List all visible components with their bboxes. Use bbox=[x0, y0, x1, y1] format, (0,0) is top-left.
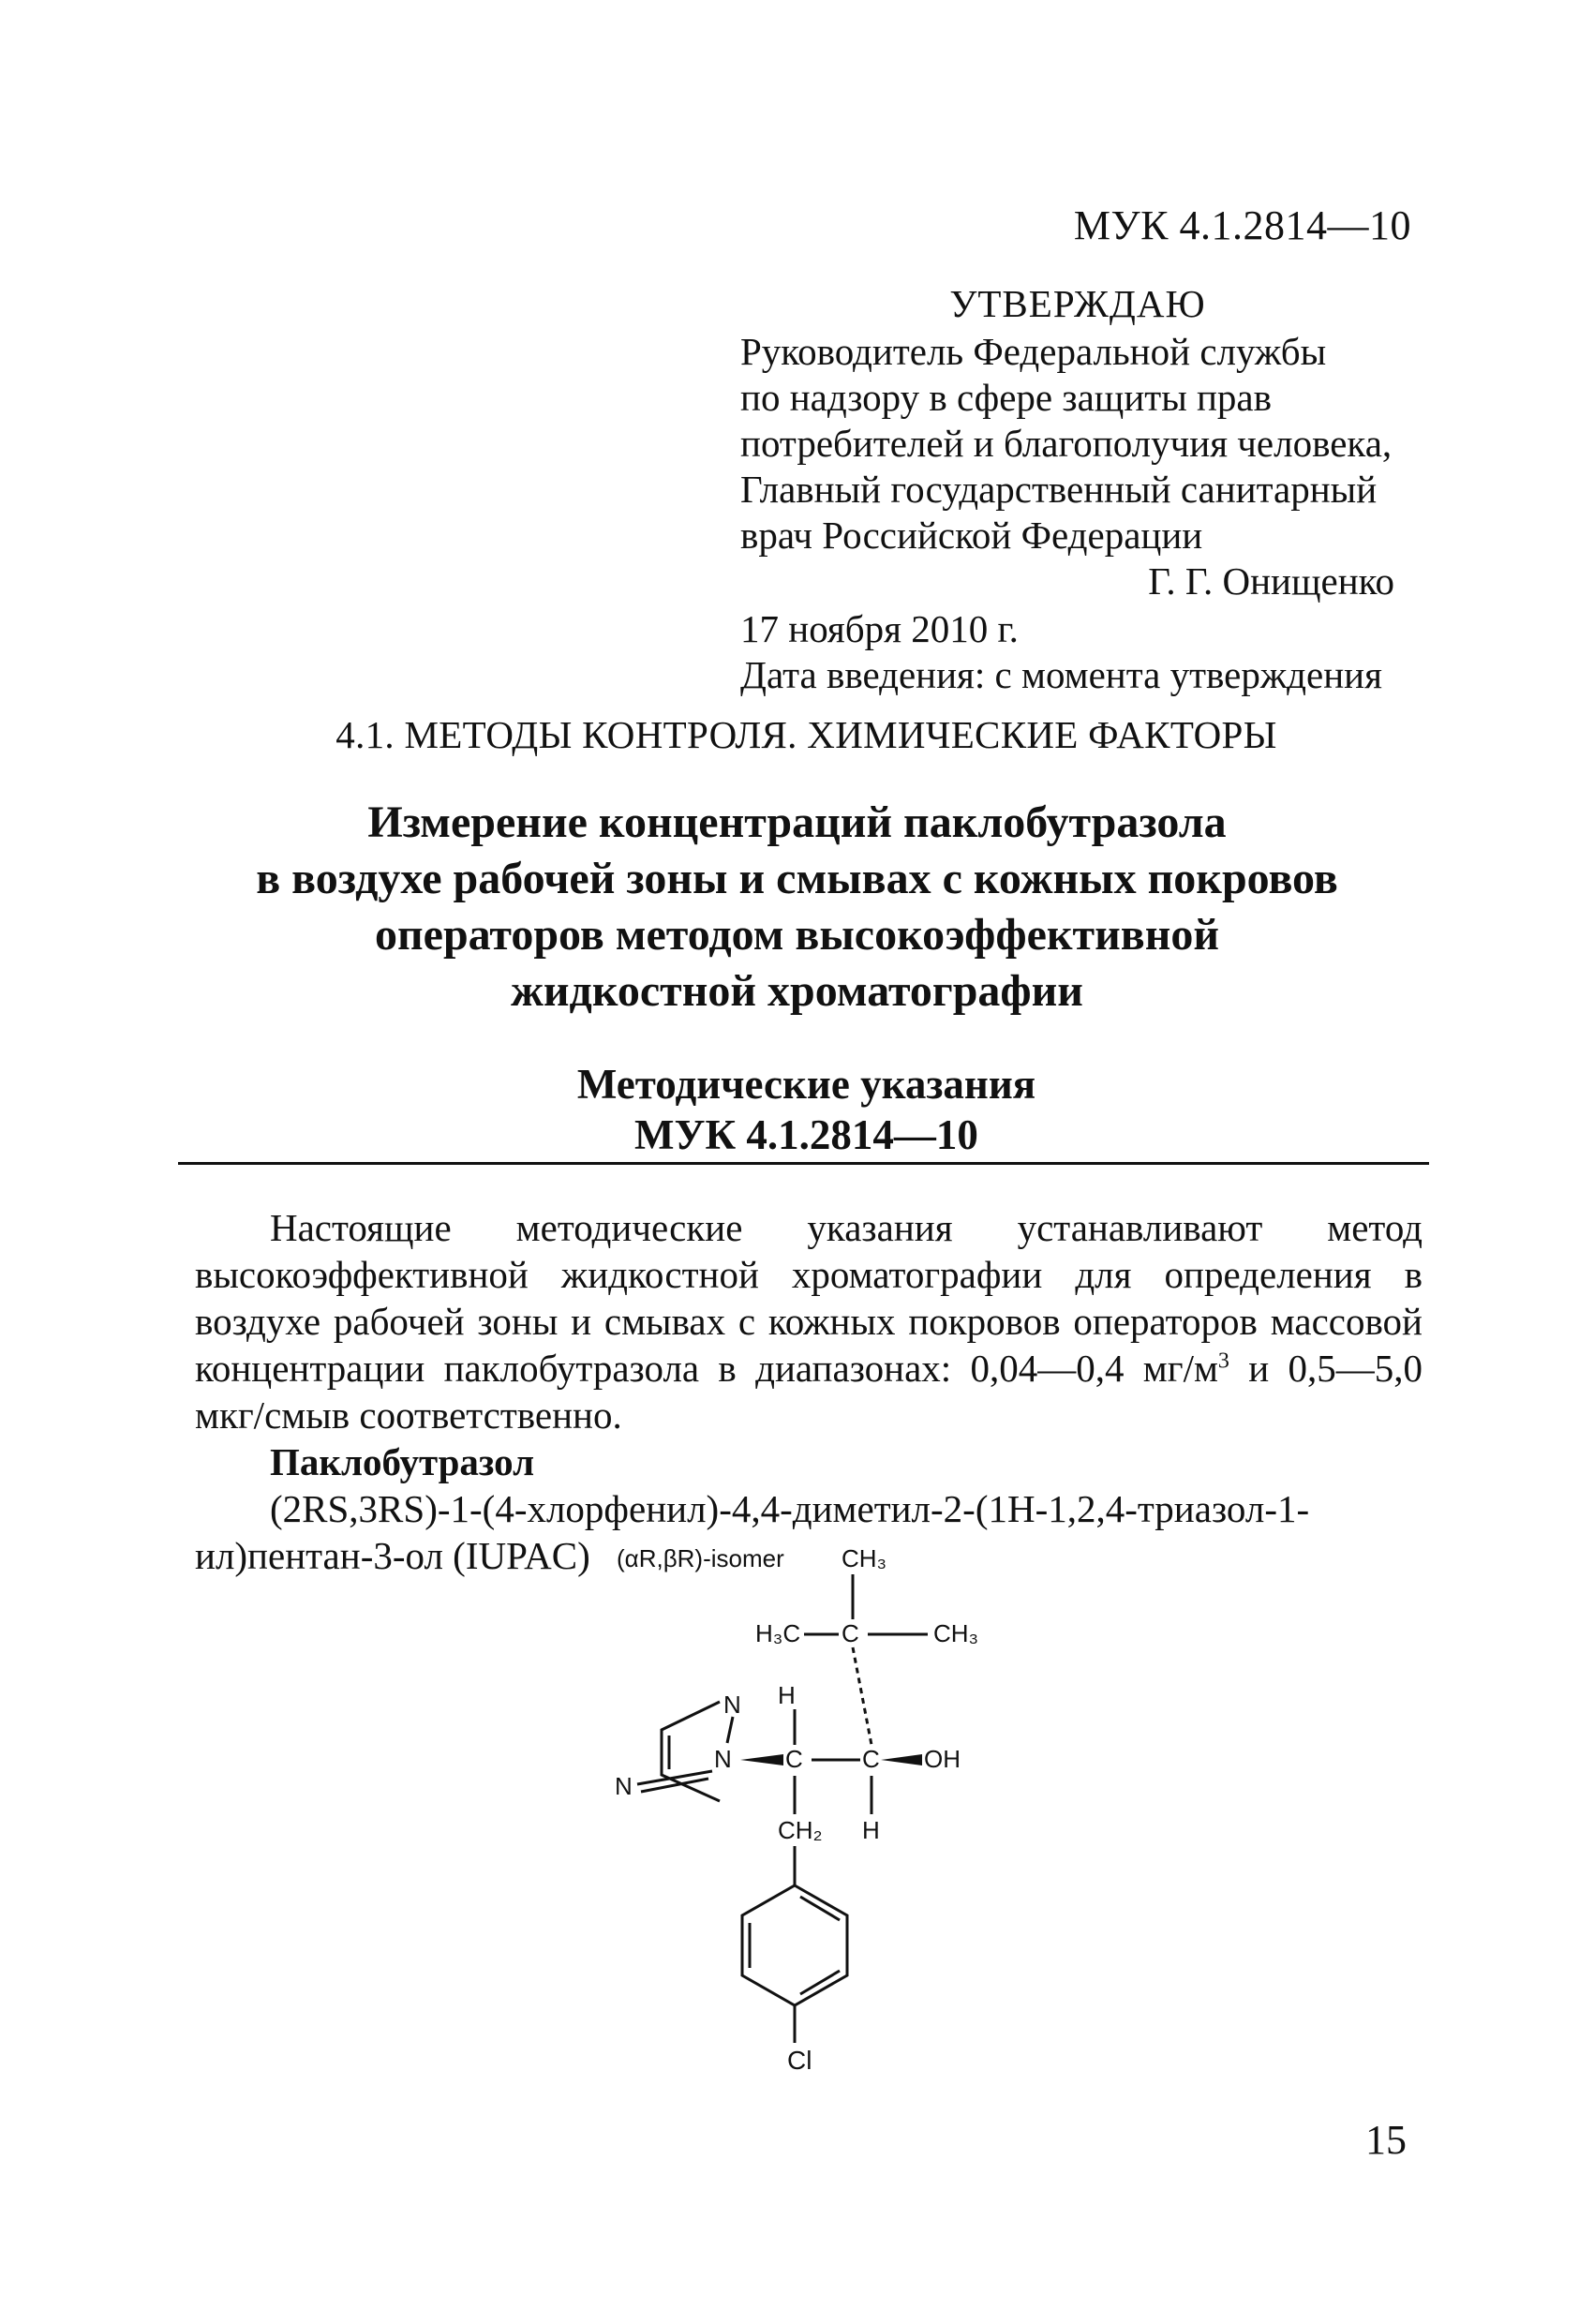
intro-text-part: Настоящие методические указания устанавливают метод высокоэффективной жидкостной хроматографии для определения в воздухе рабочей зоны и смывах с кожных покровов операторов массовой концентрации паклобутразола в диапазонах: 0,04—0,4 мг/м bbox=[195, 1206, 1423, 1390]
subtitle-line: Методические указания bbox=[576, 1061, 1036, 1108]
wedge-bond bbox=[881, 1754, 922, 1765]
main-title-line: операторов методом высокоэффективной bbox=[374, 910, 1220, 960]
superscript: 3 bbox=[1217, 1348, 1229, 1374]
isomer-label: (αR,βR)-isomer bbox=[617, 1544, 784, 1572]
h-top-label: H bbox=[778, 1681, 796, 1709]
subtitle-code: МУК 4.1.2814—10 bbox=[634, 1111, 978, 1158]
main-title-line: Измерение концентраций паклобутразола bbox=[367, 797, 1227, 847]
approval-signatory: Г. Г. Онищенко bbox=[1148, 559, 1394, 603]
chlorine-label: Cl bbox=[787, 2046, 812, 2075]
triazole-n-top-label: N bbox=[723, 1691, 741, 1719]
intro-paragraph bbox=[195, 1204, 1423, 1438]
intro-text bbox=[195, 1204, 1423, 1579]
section-title: 4.1. МЕТОДЫ КОНТРОЛЯ. ХИМИЧЕСКИЕ ФАКТОРЫ bbox=[335, 713, 1277, 756]
c3-label: C bbox=[862, 1745, 880, 1773]
main-title-line: жидкостной хроматографии bbox=[511, 966, 1083, 1016]
quaternary-c-label: C bbox=[842, 1619, 859, 1647]
structural-formula-svg bbox=[600, 1537, 1087, 2080]
triazole-n-bottom-label: N bbox=[615, 1772, 633, 1800]
ch3-top-label: CH₃ bbox=[842, 1544, 887, 1572]
structural-formula bbox=[600, 1537, 1087, 2080]
main-title bbox=[0, 795, 1594, 1020]
c2-label: C bbox=[785, 1745, 803, 1773]
oh-label: OH bbox=[924, 1745, 961, 1773]
wedge-bond bbox=[740, 1754, 783, 1765]
iupac-name: (2RS,3RS)-1-(4-хлорфенил)-4,4-диметил-2-(1H-1,2,4-триазол-1-ил)пентан-3-ол (IUPAC) bbox=[195, 1487, 1310, 1577]
document-code: МУК 4.1.2814—10 bbox=[1073, 202, 1411, 248]
approval-position-line: врач Российской Федерации bbox=[740, 514, 1203, 557]
compound-name: Паклобутразол bbox=[270, 1440, 535, 1483]
approval-position-line: Руководитель Федеральной службы bbox=[740, 330, 1327, 373]
approval-effective-date: Дата введения: с момента утверждения bbox=[740, 653, 1382, 696]
h3c-label: H₃C bbox=[755, 1619, 801, 1647]
main-title-line: в воздухе рабочей зоны и смывах с кожных покровов bbox=[256, 854, 1338, 903]
approval-position-line: Главный государственный санитарный bbox=[740, 468, 1378, 511]
approval-position-line: по надзору в сфере защиты прав bbox=[740, 376, 1272, 419]
approval-title: УТВЕРЖДАЮ bbox=[949, 282, 1206, 325]
approval-position-line: потребителей и благополучия человека, bbox=[740, 422, 1393, 465]
intro-text-part: и 0,5—5,0 мкг/смыв соответственно. bbox=[195, 1347, 1423, 1437]
subtitle bbox=[0, 1059, 1594, 1160]
title-divider bbox=[178, 1162, 1429, 1165]
ch3-right-label: CH₃ bbox=[933, 1619, 979, 1647]
ch2-label: CH₂ bbox=[778, 1816, 823, 1844]
approval-block bbox=[740, 281, 1415, 698]
h-bottom-label: H bbox=[862, 1816, 880, 1844]
triazole-n-attach-label: N bbox=[714, 1745, 732, 1773]
page-number: 15 bbox=[1365, 2117, 1407, 2163]
approval-date: 17 ноября 2010 г. bbox=[740, 607, 1019, 650]
